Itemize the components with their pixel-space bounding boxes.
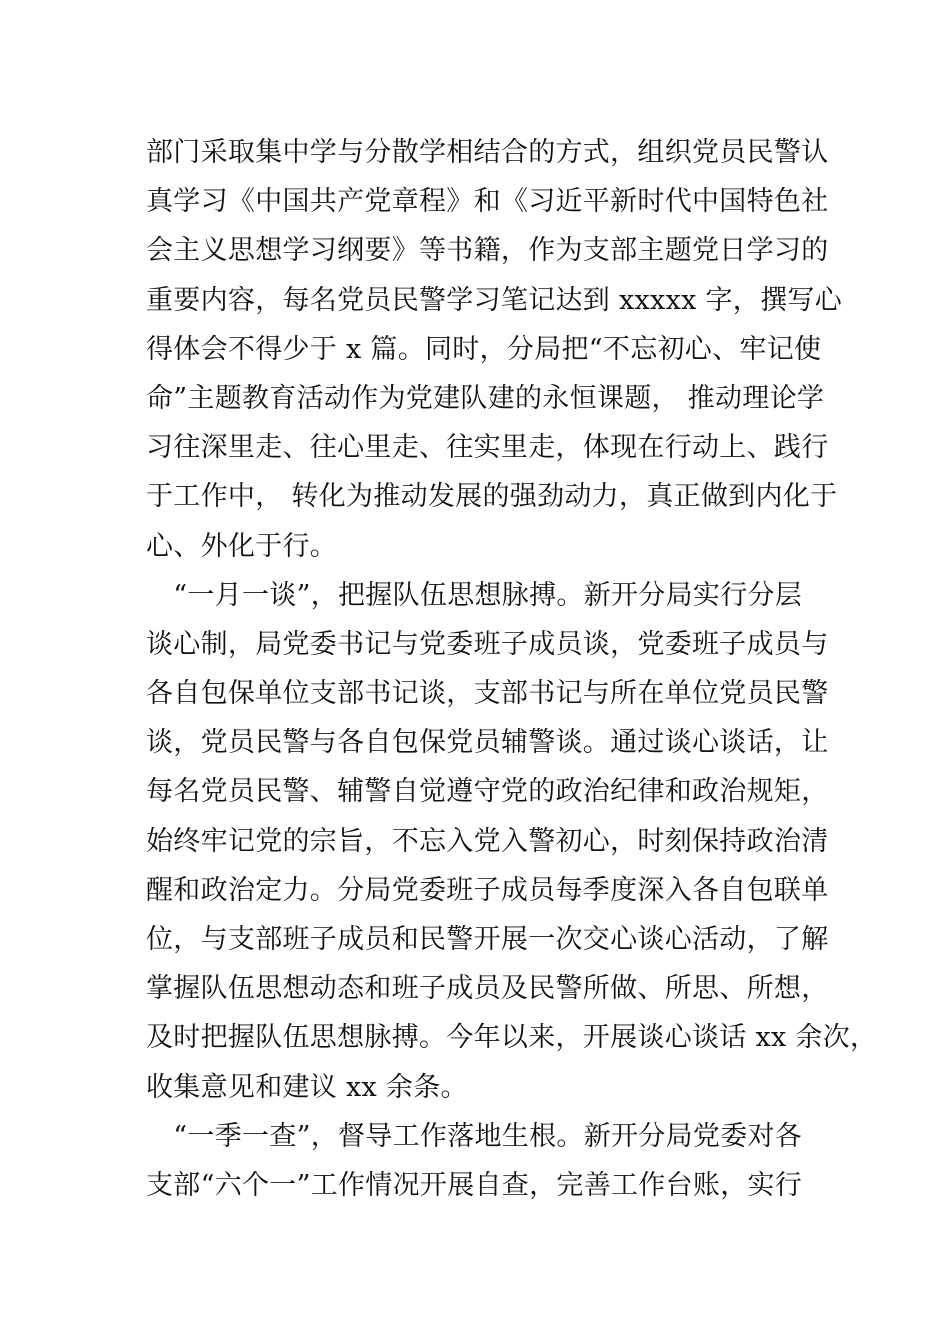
text-line: 掌握队伍思想动态和班子成员及民警所做、所思、所想， (146, 973, 829, 1005)
text-line: 习往深里走、往心里走、往实里走，体现在行动上、践行 (146, 432, 829, 464)
text-line: 真学习《中国共产党章程》和《习近平新时代中国特色社 (146, 186, 829, 218)
text-line: 心、外化于行。 (146, 530, 338, 562)
text-line: 每名党员民警、辅警自觉遵守党的政治纪律和政治规矩， (146, 776, 829, 808)
text-line: 收集意见和建议 xx 余条。 (146, 1071, 468, 1103)
text-line: 位，与支部班子成员和民警开展一次交心谈心活动，了解 (146, 924, 829, 955)
text-line: 始终牢记党的宗旨，不忘入党入警初心，时刻保持政治清 (146, 825, 829, 857)
text-line: 支部“六个一”工作情况开展自查，完善工作台账，实行 (146, 1169, 803, 1201)
text-line: “一季一查”，督导工作落地生根。新开分局党委对各 (146, 1120, 803, 1152)
text-line: 会主义思想学习纲要》等书籍，作为支部主题党日学习的 (146, 235, 829, 267)
text-line: 部门采取集中学与分散学相结合的方式，组织党员民警认 (146, 137, 829, 168)
text-line: 命”主题教育活动作为党建队建的永恒课题， 推动理论学 (146, 382, 825, 414)
text-line: 及时把握队伍思想脉搏。今年以来，开展谈心谈话 xx 余次， (146, 1022, 878, 1054)
text-line: 谈心制，局党委书记与党委班子成员谈，党委班子成员与 (146, 628, 829, 660)
text-line: 各自包保单位支部书记谈，支部书记与所在单位党员民警 (146, 678, 829, 710)
text-line: “一月一谈”，把握队伍思想脉搏。新开分局实行分层 (146, 579, 803, 611)
text-line: 醒和政治定力。分局党委班子成员每季度深入各自包联单 (146, 874, 829, 906)
body-text (146, 128, 878, 1210)
text-line: 重要内容，每名党员民警学习笔记达到 xxxxx 字，撰写心 (146, 284, 842, 316)
text-line: 谈，党员民警与各自包保党员辅警谈。通过谈心谈话，让 (146, 727, 829, 759)
text-line: 得体会不得少于 x 篇。同时，分局把“不忘初心、牢记使 (146, 333, 822, 365)
text-line: 于工作中， 转化为推动发展的强劲动力，真正做到内化于 (146, 481, 838, 513)
